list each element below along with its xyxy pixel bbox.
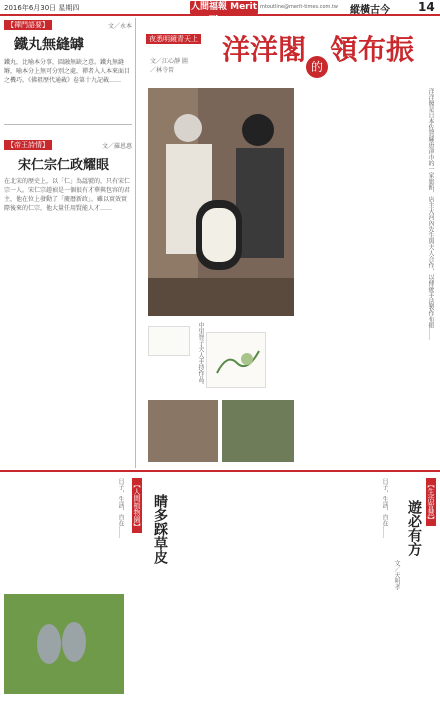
group-photo-2	[222, 400, 294, 462]
grass-illustration	[4, 594, 124, 694]
feature-photo	[148, 88, 294, 316]
feature-byline: 文／江心靜 圖／林寺晉	[150, 58, 188, 74]
painting-illustration	[207, 333, 267, 389]
caption-1: 中里智子夫人手持作品。	[197, 322, 204, 388]
title-zen: 鐵丸無縫罅	[14, 37, 84, 53]
painting-thumb-2	[206, 332, 266, 388]
painting-thumb-1	[148, 326, 190, 356]
body-zen: 鐵丸，比喻本分事，圓融無缺之意。鐵丸無縫罅，喻本分上無可分別之處，禪者入人本來面目之機巧。《佛祖歷代通載》卷第十九記載……	[4, 59, 131, 84]
title-plant: 睛多踩草皮	[152, 494, 168, 564]
title-life: 遊必有方	[406, 500, 422, 556]
group-photo-1	[148, 400, 218, 462]
photo-illustration	[148, 88, 294, 316]
email-text: mtoutline@merit-times.com.tw	[260, 4, 339, 10]
feature-body: 洋洋閣是日本佐賀縣唐津市的一家旅館，店主大河內先生與夫人合作，以傳統手法製作布振……	[427, 88, 434, 340]
bottom-divider	[0, 470, 440, 472]
newspaper-logo: 人間福報 Merit Times	[190, 2, 258, 25]
issue-date: 2016年6月30日 星期四	[4, 4, 80, 12]
tag-zen: 【禪門語要】	[4, 20, 52, 30]
tag-life: 【生活智慧】	[426, 478, 436, 526]
author-zen: 文／永本	[107, 22, 132, 30]
body-emperor: 在北宋的歷史上，以「仁」為諡號的，只有宋仁宗一人。宋仁宗趙禎是一個很有才華與包容的君主，他在位上發動了「慶曆新政」，雖以實效實際後來的仁宗，他大量任用賢能人才……	[4, 178, 131, 212]
tag-plant: 【人間植物園】	[132, 478, 142, 533]
bottom-middle-body: 日子，生活，自在……	[381, 478, 388, 538]
feature-title-b: 領布振	[330, 33, 415, 66]
page-number: 14	[418, 0, 435, 14]
left-column	[4, 20, 132, 468]
bottom-left-body: 日子，生活，自在……	[117, 478, 124, 538]
tag-emperor: 【帝王詩情】	[4, 140, 52, 150]
grass-photo	[4, 594, 124, 694]
section-name: 縱橫古今	[350, 5, 390, 16]
author-emperor: 文／羅恩惠	[101, 142, 132, 150]
title-emperor: 宋仁宗仁政耀眼	[18, 158, 110, 173]
bottom-left-block	[4, 478, 124, 708]
feature-title-mark: 的	[306, 56, 328, 78]
feature-title-a: 洋洋閣	[222, 33, 307, 66]
feature-kicker: 夜悉明鏡青天上	[146, 34, 201, 44]
column-rule	[135, 18, 136, 468]
author-life: 文／天明孝	[393, 560, 400, 590]
divider	[4, 124, 132, 125]
